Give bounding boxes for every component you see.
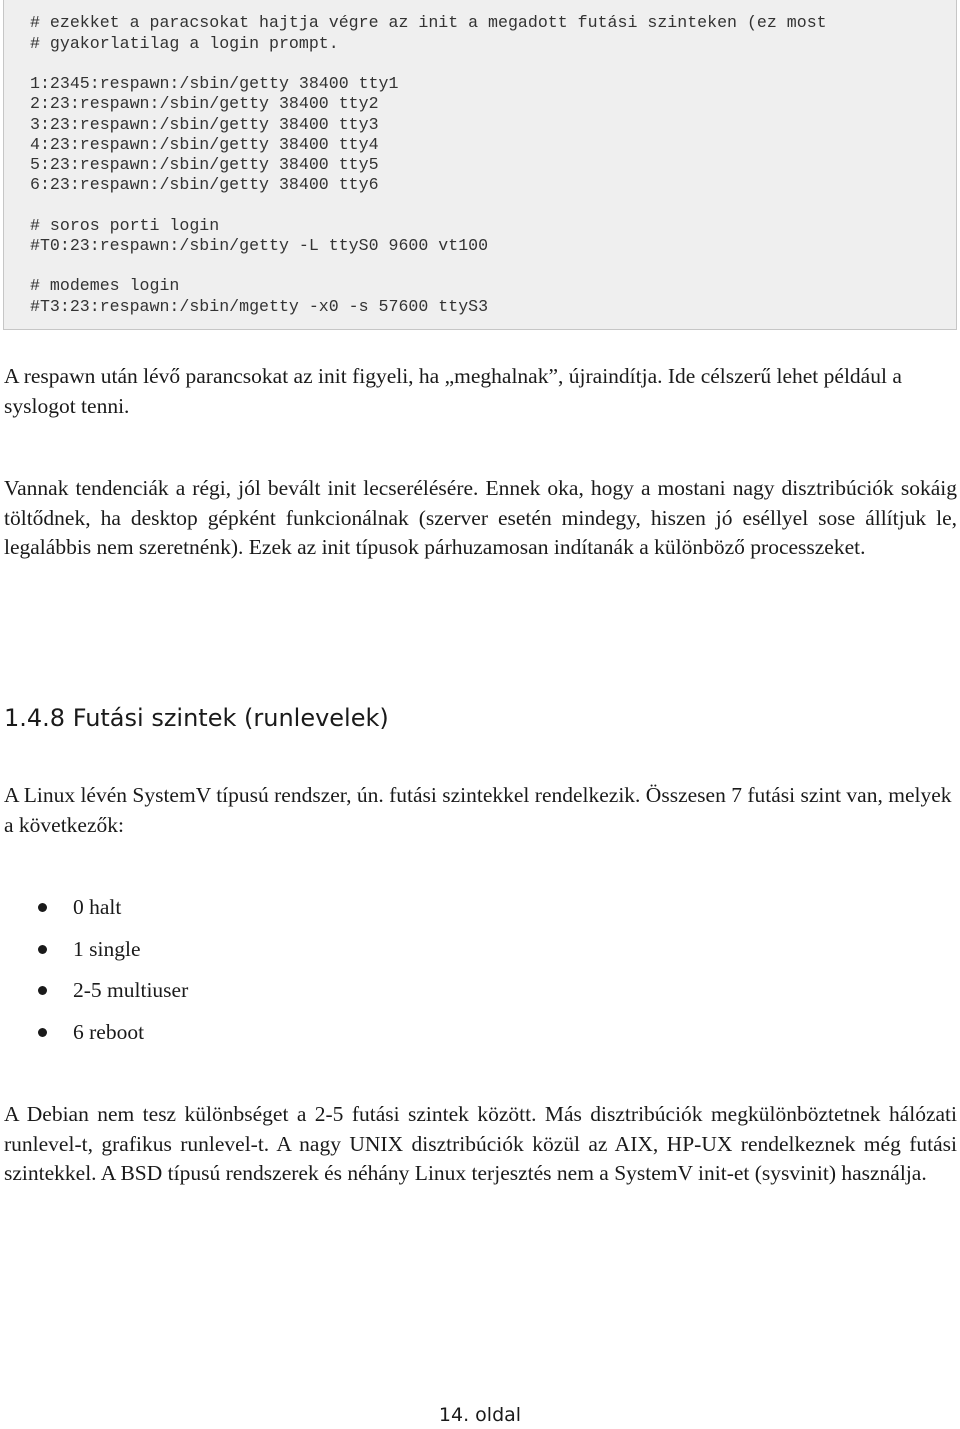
code-line: # gyakorlatilag a login prompt.: [30, 34, 339, 53]
bullet-icon: [38, 903, 47, 912]
runlevel-label: 0 halt: [73, 895, 122, 919]
code-line: 1:2345:respawn:/sbin/getty 38400 tty1: [30, 74, 399, 93]
debian-paragraph: A Debian nem tesz különbséget a 2-5 futási szintek között. Más disztribúciók megkülönböztetnek hálózati runlevel-t, grafikus runlevel-t. A nagy UNIX disztribúciók közül az AIX, HP-UX rendelkeznek még futási szintekkel. A BSD típusú rendszerek és néhány Linux terjesztés nem a SystemV init-et (sysvinit) használja.: [4, 1102, 957, 1186]
code-line: # soros porti login: [30, 216, 220, 235]
page-number: 14. oldal: [438, 1404, 522, 1426]
code-block: [3, 0, 957, 330]
section-heading: 1.4.8 Futási szintek (runlevelek): [4, 704, 389, 732]
bullet-icon: [38, 1028, 47, 1037]
runlevel-label: 6 reboot: [73, 1019, 145, 1044]
code-line: 5:23:respawn:/sbin/getty 38400 tty5: [30, 155, 379, 174]
runlevel-label: 1 single: [73, 936, 141, 961]
code-line: # modemes login: [30, 276, 180, 295]
bullet-icon: [38, 945, 47, 954]
code-line: 4:23:respawn:/sbin/getty 38400 tty4: [30, 135, 379, 154]
code-line: #T3:23:respawn:/sbin/mgetty -x0 -s 57600 ttyS3: [30, 297, 489, 316]
code-line: 3:23:respawn:/sbin/getty 38400 tty3: [30, 115, 379, 134]
code-line: 2:23:respawn:/sbin/getty 38400 tty2: [30, 94, 379, 113]
code-line: #T0:23:respawn:/sbin/getty -L ttyS0 9600 vt100: [30, 236, 489, 255]
runlevel-label: 2-5 multiuser: [73, 978, 189, 1003]
code-line: 6:23:respawn:/sbin/getty 38400 tty6: [30, 175, 379, 194]
init-tendencies-paragraph: Vannak tendenciák a régi, jól bevált init lecserélésére. Ennek oka, hogy a mostani nagy disztribúciók sokáig töltődnek, ha desktop gépként funkcionálnak (szerver esetén mindegy, hiszen jó eséllyel sose állítjuk le, legalábbis nem szeretnénk). Ezek az init típusok párhuzamosan indítanák a különböző processzeket.: [4, 476, 957, 560]
runlevel-intro-paragraph: A Linux lévén SystemV típusú rendszer, ún. futási szintekkel rendelkezik. Összesen 7 futási szint van, melyek a következők:: [4, 783, 952, 837]
code-line: # ezekket a paracsokat hajtja végre az init a megadott futási szinteken (ez most: [30, 13, 827, 32]
bullet-icon: [38, 986, 47, 995]
respawn-paragraph: A respawn után lévő parancsokat az init figyeli, ha „meghalnak”, újraindítja. Ide célszerű lehet például a syslogot tenni.: [4, 364, 902, 418]
